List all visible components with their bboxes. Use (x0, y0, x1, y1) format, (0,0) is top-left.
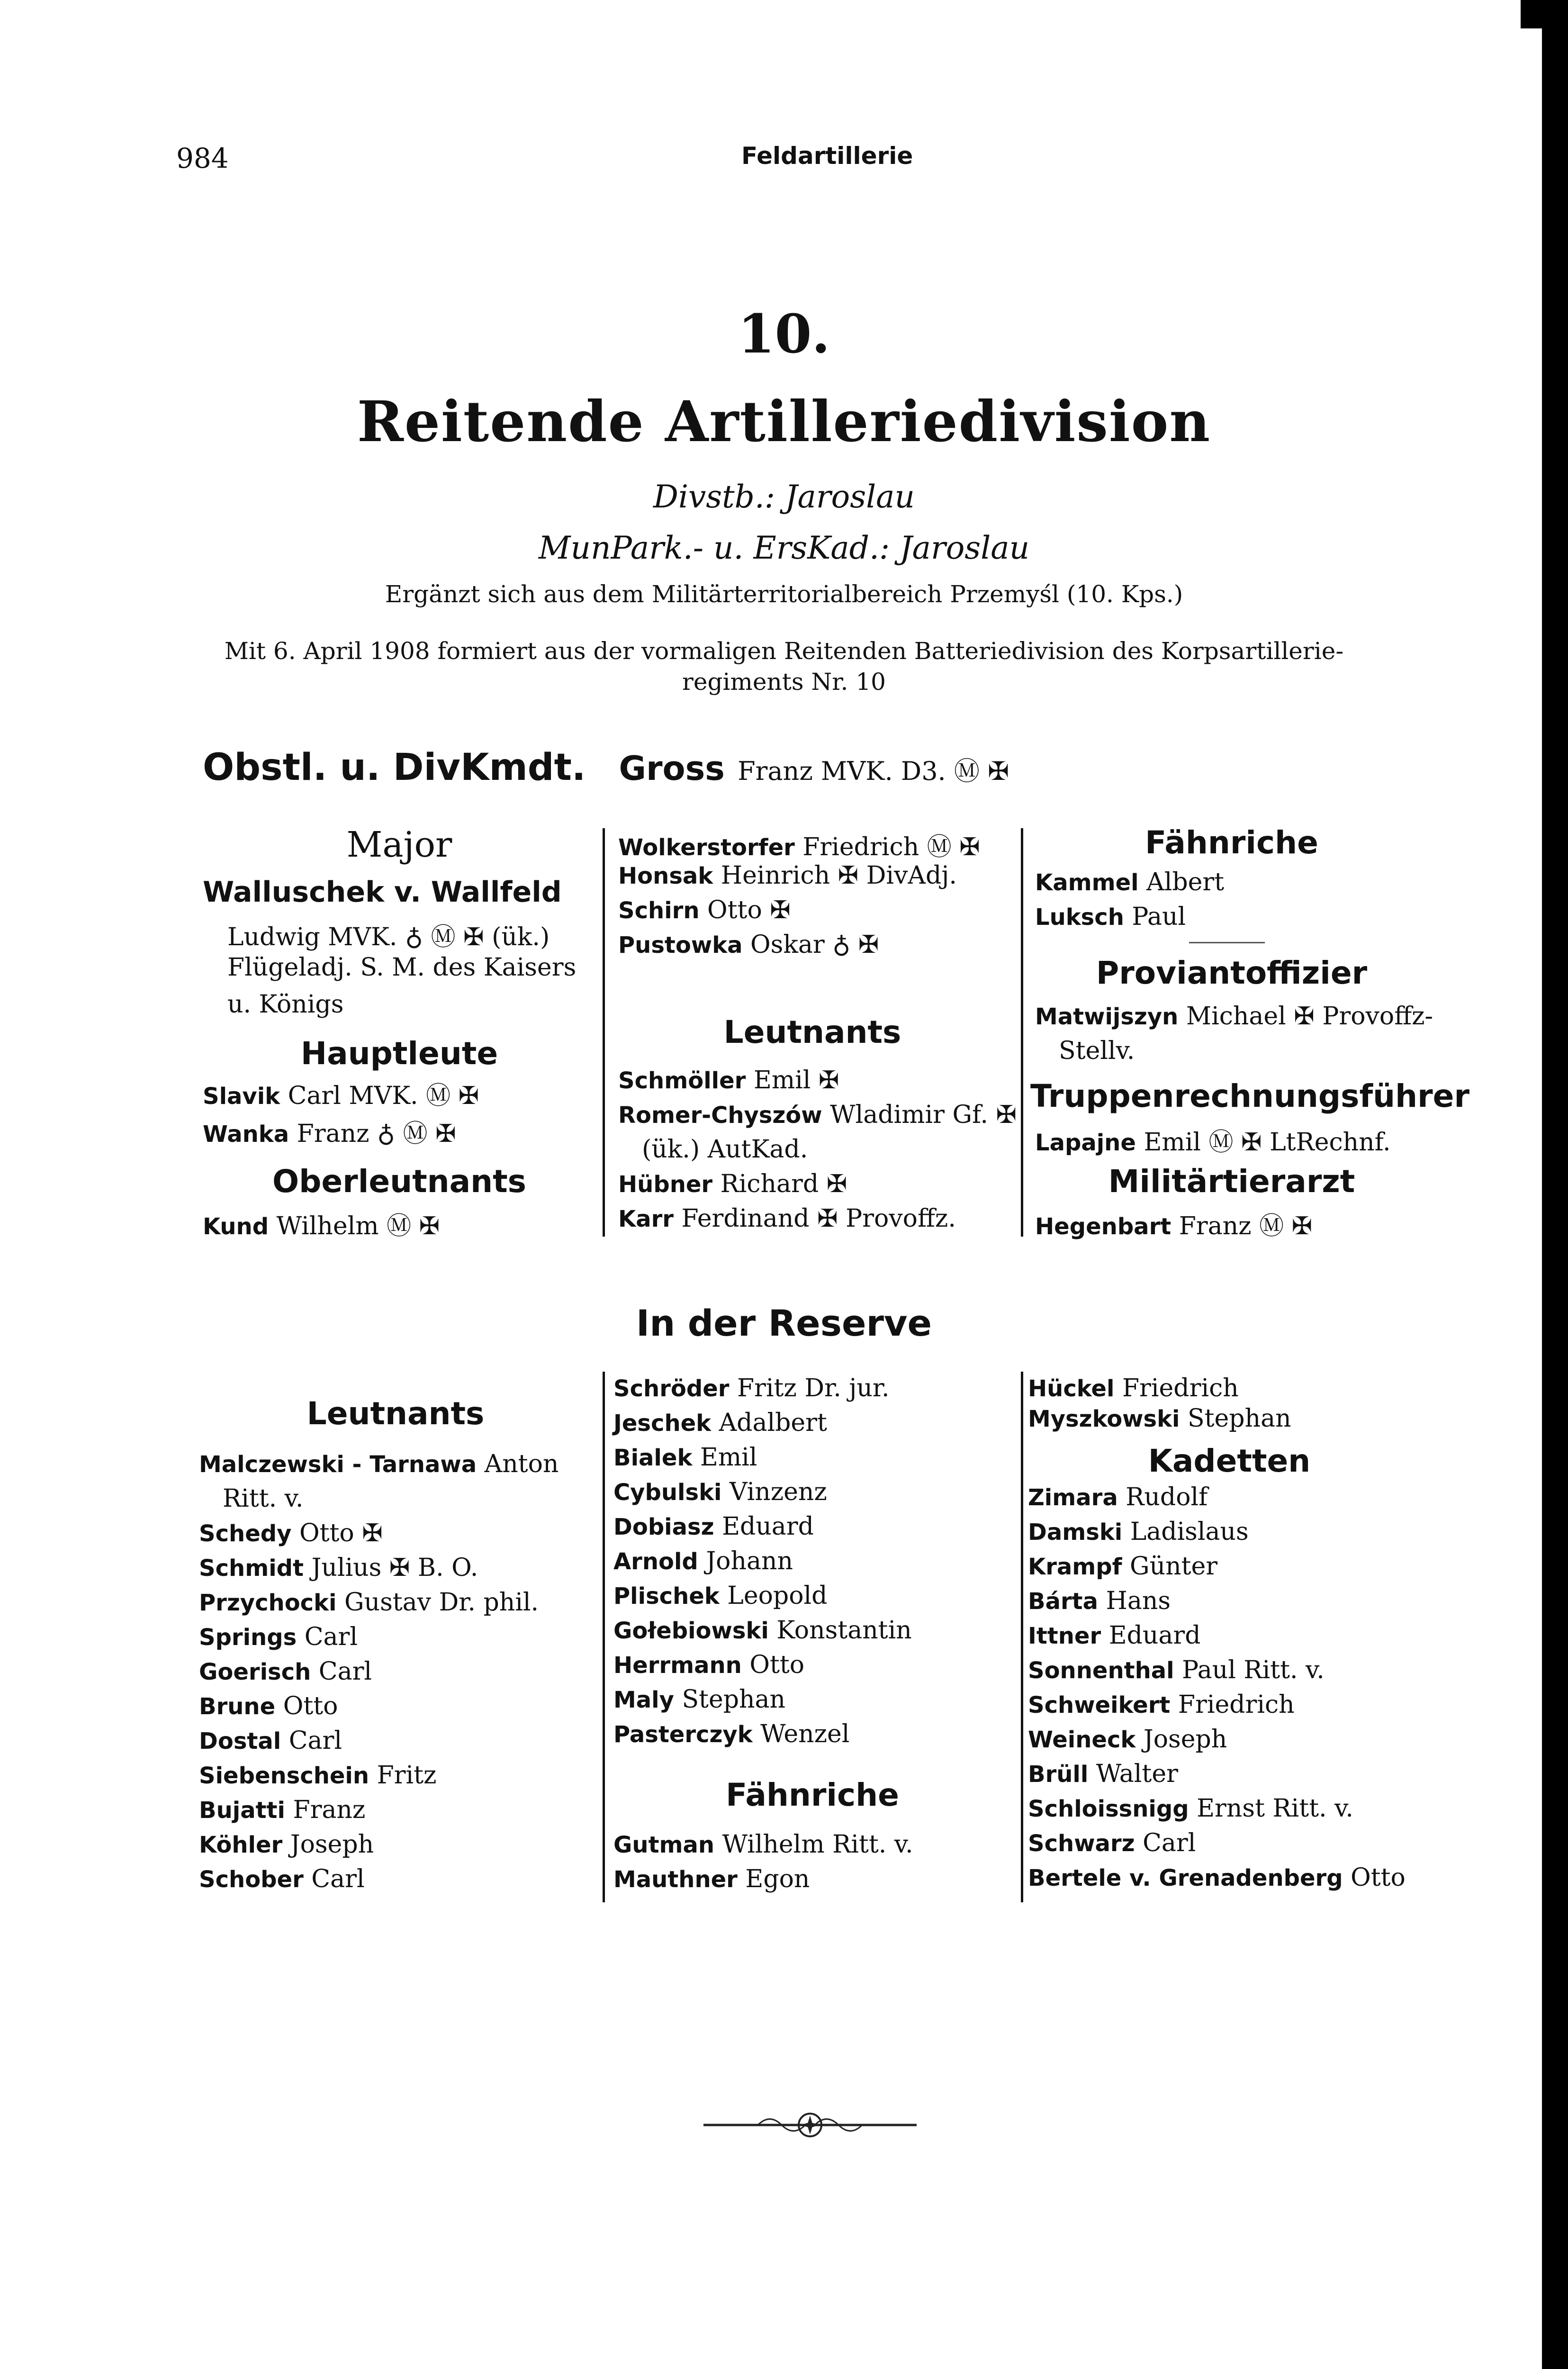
major-line: Ludwig MVK. ♁ Ⓜ ✠ (ük.) (227, 923, 550, 951)
list-item: Schloissnigg Ernst Ritt. v. (1028, 1794, 1353, 1823)
commander-name: Gross (619, 749, 725, 788)
list-item: Gołebiowski Konstantin (613, 1616, 912, 1645)
list-item: Herrmann Otto (613, 1651, 805, 1679)
list-item: Arnold Johann (613, 1547, 793, 1575)
list-item: Romer-Chyszów Wladimir Gf. ✠ (618, 1101, 1017, 1129)
list-item: Matwijszyn Michael ✠ Provoffz- (1035, 1002, 1433, 1031)
column-divider (603, 1372, 605, 1902)
page-number: 984 (176, 142, 229, 174)
munpark-line: MunPark.- u. ErsKad.: Jaroslau (538, 530, 1030, 566)
proviant-heading: Proviantoffizier (1096, 955, 1368, 991)
erganzt-line: Ergänzt sich aus dem Militärterritorialbereich Przemyśl (10. Kps.) (385, 580, 1183, 608)
list-item: Wolkerstorfer Friedrich Ⓜ ✠ (618, 833, 980, 861)
section-number: 10. (738, 303, 830, 365)
list-item: Karr Ferdinand ✠ Provoffz. (618, 1204, 956, 1233)
list-item: Malczewski - Tarnawa Anton (199, 1450, 559, 1478)
list-item: Springs Carl (199, 1623, 358, 1651)
list-item: Honsak Heinrich ✠ DivAdj. (618, 861, 957, 890)
formiert-line-1: Mit 6. April 1908 formiert aus der vormaligen Reitenden Batteriedivision des Korpsartillerie- (224, 637, 1344, 665)
list-item: Dostal Carl (199, 1727, 342, 1755)
list-item: Przychocki Gustav Dr. phil. (199, 1588, 539, 1617)
list-item: Krampf Günter (1028, 1552, 1218, 1581)
ornament-icon (701, 2106, 919, 2144)
list-item: Weineck Joseph (1028, 1725, 1227, 1754)
fahnriche-heading: Fähnriche (1145, 824, 1318, 861)
list-item: Hübner Richard ✠ (618, 1170, 847, 1198)
list-item: Schmidt Julius ✠ B. O. (199, 1554, 478, 1582)
commander-line (203, 746, 1009, 789)
divstb-line: Divstb.: Jaroslau (653, 479, 915, 515)
list-item: Schmöller Emil ✠ (618, 1066, 839, 1094)
column-divider (1021, 828, 1023, 1237)
list-item: Hückel Friedrich (1028, 1374, 1239, 1402)
list-item: Kund Wilhelm Ⓜ ✠ (203, 1212, 440, 1240)
list-item: Slavik Carl MVK. Ⓜ ✠ (203, 1082, 479, 1110)
list-item: Sonnenthal Paul Ritt. v. (1028, 1656, 1325, 1684)
major-line: u. Königs (227, 990, 344, 1019)
list-item: Schröder Fritz Dr. jur. (613, 1374, 890, 1402)
column-divider (1021, 1372, 1023, 1902)
major-name: Walluschek v. Wallfeld (203, 876, 562, 909)
list-item: Köhler Joseph (199, 1830, 374, 1859)
list-item: Gutman Wilhelm Ritt. v. (613, 1830, 913, 1859)
major-line: Flügeladj. S. M. des Kaisers (227, 953, 577, 982)
list-item: Pasterczyk Wenzel (613, 1720, 850, 1748)
list-item: Lapajne Emil Ⓜ ✠ LtRechnf. (1035, 1128, 1391, 1157)
hauptleute-heading: Hauptleute (300, 1035, 498, 1072)
list-item: Cybulski Vinzenz (613, 1478, 827, 1506)
list-item: Plischek Leopold (613, 1582, 828, 1610)
list-item: Hegenbart Franz Ⓜ ✠ (1035, 1212, 1313, 1240)
list-item: (ük.) AutKad. (642, 1135, 808, 1164)
list-item: Schober Carl (199, 1865, 365, 1893)
commander-details: Franz MVK. D3. Ⓜ ✠ (738, 756, 1009, 786)
arzt-heading: Militärtierarzt (1108, 1163, 1355, 1200)
list-item: Bárta Hans (1028, 1587, 1171, 1615)
list-item: Pustowka Oskar ♁ ✠ (618, 931, 879, 959)
reserve-fahnriche-heading: Fähnriche (726, 1777, 899, 1813)
list-item: Kammel Albert (1035, 868, 1225, 896)
list-item: Brüll Walter (1028, 1760, 1178, 1788)
commander-rank: Obstl. u. DivKmdt. (203, 746, 586, 789)
list-item: Bertele v. Grenadenberg Otto (1028, 1863, 1406, 1892)
list-item: Schweikert Friedrich (1028, 1691, 1295, 1719)
list-item: Bialek Emil (613, 1443, 757, 1472)
kadetten-heading: Kadetten (1148, 1443, 1311, 1479)
list-item: Siebenschein Fritz (199, 1761, 437, 1790)
list-item: Brune Otto (199, 1692, 338, 1720)
list-item: Jeschek Adalbert (613, 1409, 827, 1437)
oberleutnants-heading: Oberleutnants (272, 1163, 526, 1200)
list-item: Stellv. (1059, 1037, 1135, 1065)
leutnants-heading: Leutnants (723, 1014, 901, 1050)
list-item: Schedy Otto ✠ (199, 1519, 383, 1547)
list-item: Wanka Franz ♁ Ⓜ ✠ (203, 1120, 456, 1148)
list-item: Goerisch Carl (199, 1657, 372, 1686)
list-item: Bujatti Franz (199, 1796, 366, 1824)
major-heading: Major (346, 824, 452, 865)
list-item: Zimara Rudolf (1028, 1483, 1208, 1511)
list-item: Luksch Paul (1035, 903, 1186, 931)
list-item: Ittner Eduard (1028, 1621, 1201, 1650)
reserve-heading: In der Reserve (636, 1302, 932, 1344)
formiert-line-2: regiments Nr. 10 (682, 668, 886, 696)
truppen-heading: Truppenrechnungsführer (1030, 1078, 1469, 1114)
list-item: Schirn Otto ✠ (618, 896, 791, 924)
list-item: Damski Ladislaus (1028, 1518, 1249, 1546)
list-item: Myszkowski Stephan (1028, 1404, 1291, 1433)
reserve-leutnants-heading: Leutnants (306, 1395, 485, 1432)
list-item: Maly Stephan (613, 1685, 785, 1714)
list-item: Mauthner Egon (613, 1865, 810, 1893)
list-item: Dobiasz Eduard (613, 1512, 814, 1541)
section-title: Reitende Artilleriedivision (357, 389, 1211, 454)
divider (1189, 942, 1265, 943)
list-item: Ritt. v. (223, 1484, 304, 1513)
column-divider (603, 828, 605, 1237)
list-item: Schwarz Carl (1028, 1829, 1196, 1857)
running-title: Feldartillerie (741, 142, 913, 170)
